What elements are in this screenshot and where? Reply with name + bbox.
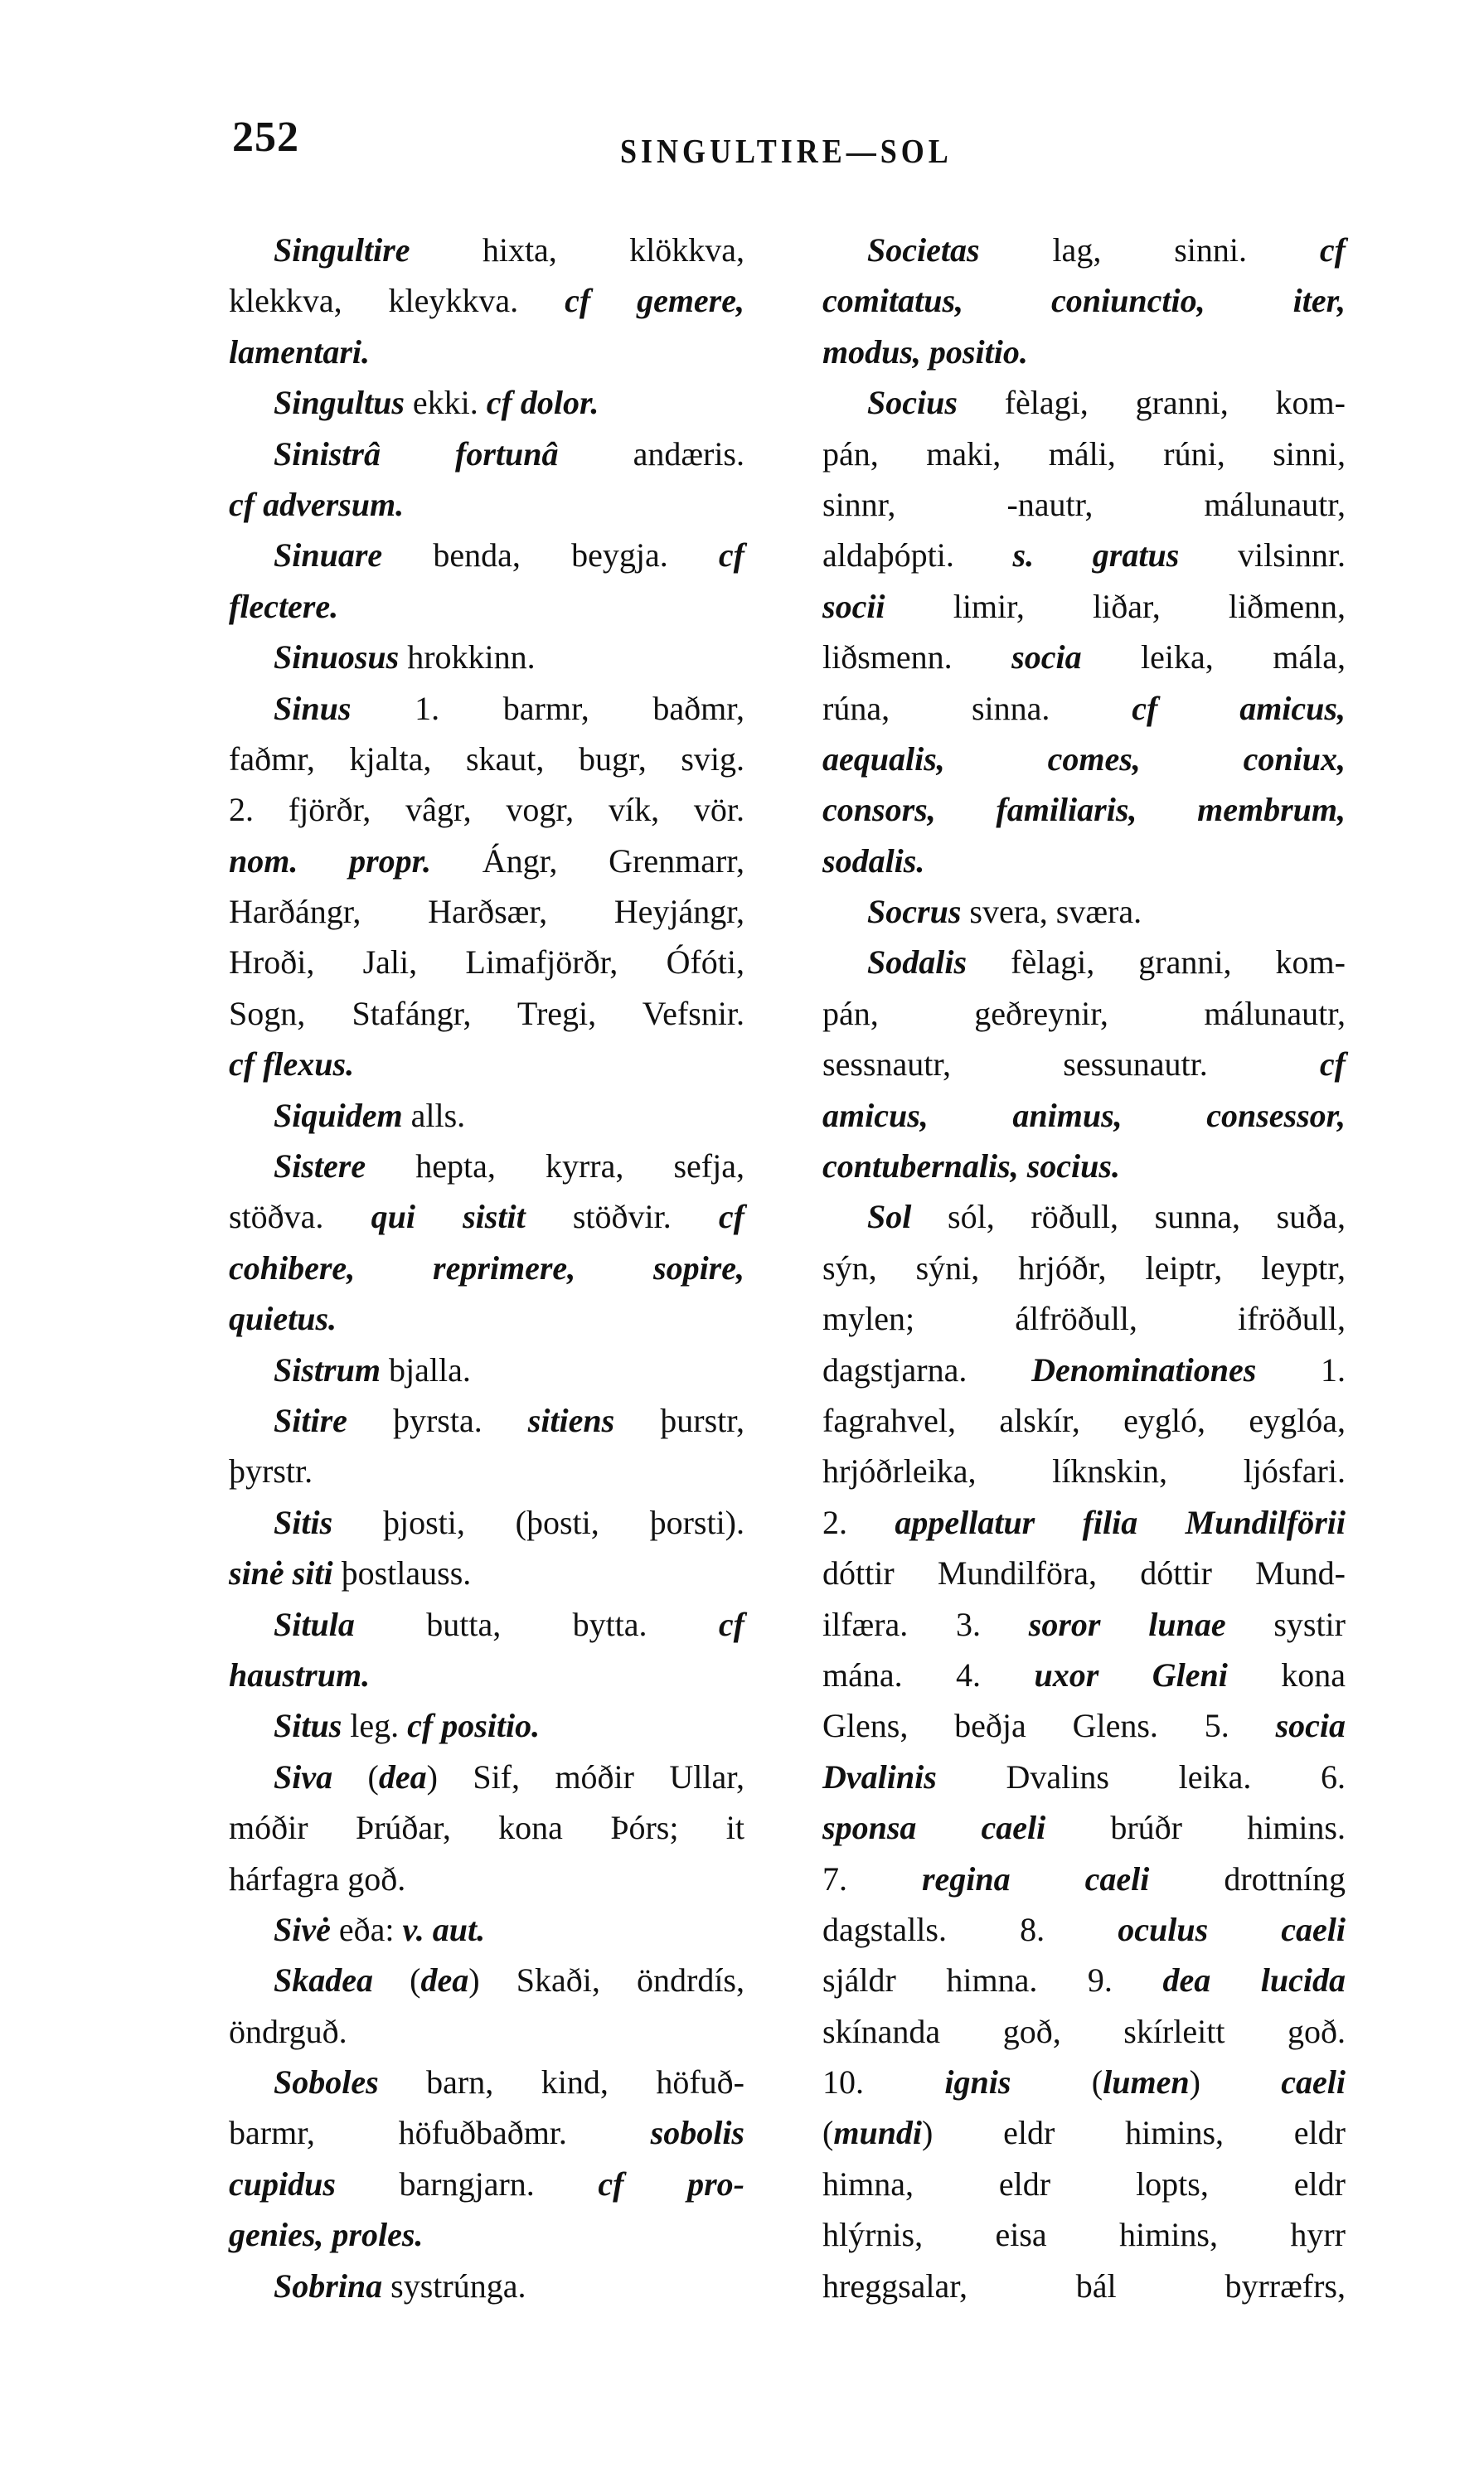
icelandic-text: andæris.: [558, 434, 744, 473]
latin-term: regina caeli: [921, 1859, 1150, 1898]
right-column: [822, 225, 1346, 2311]
latin-term: Sitis: [274, 1503, 333, 1541]
icelandic-text: fèlagi, granni, kom-: [957, 384, 1346, 422]
icelandic-text: ) Sif, móðir Ullar,: [426, 1757, 744, 1796]
dictionary-line: [822, 1090, 1346, 1141]
icelandic-text: rúna, sinna.: [822, 689, 1132, 727]
latin-term: cf: [1319, 1045, 1346, 1084]
dictionary-line: [229, 1752, 744, 1802]
latin-term: amicus, animus, consessor,: [822, 1096, 1346, 1134]
icelandic-text: fèlagi, granni, kom-: [967, 943, 1346, 982]
dictionary-line: [822, 1446, 1346, 1496]
icelandic-text: dagstjarna.: [822, 1350, 1032, 1389]
latin-term: Socius: [867, 384, 958, 422]
latin-term: cf adversum.: [229, 485, 405, 523]
dictionary-line: [229, 1141, 744, 1191]
icelandic-text: hixta, klökkva,: [410, 231, 744, 269]
latin-term: cf dolor.: [486, 384, 599, 422]
dictionary-line: [229, 2209, 744, 2260]
latin-term: cohibere, reprimere, sopire,: [229, 1248, 744, 1287]
dictionary-line: [822, 1395, 1346, 1446]
latin-term: sinė siti: [229, 1554, 333, 1593]
latin-term: cf amicus,: [1132, 689, 1346, 727]
icelandic-text: sessnautr, sessunautr.: [822, 1045, 1320, 1084]
latin-term: contubernalis, socius.: [822, 1147, 1120, 1185]
icelandic-text: hárfagra goð.: [229, 1859, 406, 1898]
dictionary-line: [822, 1293, 1346, 1344]
latin-term: socii: [822, 587, 885, 625]
dictionary-line: [822, 530, 1346, 580]
icelandic-text: stöðva.: [229, 1198, 371, 1236]
dictionary-line: [229, 2107, 744, 2158]
icelandic-text: leika, mála,: [1081, 638, 1346, 676]
dictionary-line: [229, 836, 744, 886]
dictionary-line: [822, 1191, 1346, 1242]
icelandic-text: 10.: [822, 2063, 945, 2102]
latin-term: flectere.: [229, 587, 339, 625]
icelandic-text: limir, liðar, liðmenn,: [885, 587, 1346, 625]
dictionary-line: [229, 937, 744, 987]
icelandic-text: Sogn, Stafángr, Tregi, Vefsnir.: [229, 994, 744, 1032]
icelandic-text: þurstr,: [614, 1401, 744, 1439]
latin-term: sponsa caeli: [822, 1809, 1046, 1847]
icelandic-text: stöðvir.: [525, 1198, 719, 1236]
icelandic-text: dóttir Mundilföra, dóttir Mund-: [822, 1554, 1346, 1593]
icelandic-text: þjosti, (þosti, þorsti).: [332, 1503, 744, 1541]
latin-term: modus, positio.: [822, 332, 1028, 371]
icelandic-text: ) eldr himins, eldr: [922, 2114, 1346, 2152]
latin-term: oculus caeli: [1118, 1910, 1346, 1948]
icelandic-text: barngjarn.: [335, 2165, 599, 2203]
latin-term: Sinus: [274, 689, 352, 727]
dictionary-line: [229, 2057, 744, 2107]
icelandic-text: 2. fjörðr, vâgr, vogr, vík, vör.: [229, 791, 744, 829]
latin-term: cf: [718, 1605, 744, 1643]
icelandic-text: pán, geðreynir, málunautr,: [822, 994, 1346, 1032]
dictionary-line: [822, 377, 1346, 428]
icelandic-text: ekki.: [404, 384, 487, 422]
icelandic-text: 1.: [1256, 1350, 1346, 1389]
icelandic-text: hepta, kyrra, sefja,: [366, 1147, 744, 1185]
dictionary-line: [822, 1650, 1346, 1700]
latin-term: lumen: [1103, 2063, 1190, 2102]
latin-term: qui sistit: [371, 1198, 526, 1236]
page-number: 252: [232, 114, 299, 161]
dictionary-line: [822, 632, 1346, 682]
icelandic-text: Hroði, Jali, Limafjörðr, Ófóti,: [229, 943, 744, 982]
dictionary-line: [229, 225, 744, 275]
dictionary-line: [229, 784, 744, 835]
latin-term: dea: [378, 1757, 427, 1796]
latin-term: cf flexus.: [229, 1045, 355, 1084]
icelandic-text: systir: [1225, 1605, 1346, 1643]
icelandic-text: (: [1011, 2063, 1103, 2102]
icelandic-text: mána. 4.: [822, 1656, 1035, 1694]
dictionary-line: [822, 1345, 1346, 1395]
icelandic-text: sinnr, -nautr, málunautr,: [822, 485, 1346, 523]
dictionary-line: [822, 2006, 1346, 2057]
dictionary-line: [822, 479, 1346, 530]
latin-term: quietus.: [229, 1300, 337, 1338]
latin-term: mundi: [833, 2114, 923, 2152]
dictionary-line: [229, 327, 744, 377]
icelandic-text: dagstalls. 8.: [822, 1910, 1118, 1948]
dictionary-line: [822, 1955, 1346, 2005]
dictionary-line: [822, 2209, 1346, 2260]
icelandic-text: Harðángr, Harðsær, Heyjángr,: [229, 893, 744, 931]
latin-term: Situla: [274, 1605, 355, 1643]
latin-term: Dvalinis: [822, 1757, 937, 1796]
dictionary-line: [229, 1395, 744, 1446]
dictionary-line: [229, 377, 744, 428]
latin-term: haustrum.: [229, 1656, 371, 1694]
dictionary-line: [822, 429, 1346, 479]
latin-term: Sinuosus: [274, 638, 400, 676]
latin-term: v. aut.: [402, 1910, 486, 1948]
latin-term: appellatur filia Mundilförii: [895, 1503, 1346, 1541]
dictionary-line: [229, 683, 744, 734]
dictionary-line: [229, 1293, 744, 1344]
dictionary-line: [229, 1243, 744, 1293]
dictionary-line: [229, 1039, 744, 1089]
dictionary-line: [822, 886, 1346, 937]
icelandic-text: brúðr himins.: [1045, 1809, 1346, 1847]
latin-term: Siva: [274, 1757, 333, 1796]
latin-term: Skadea: [274, 1961, 373, 2000]
dictionary-line: [822, 2057, 1346, 2107]
dictionary-line: [229, 275, 744, 326]
dictionary-line: [229, 1599, 744, 1650]
latin-term: socia: [1275, 1707, 1346, 1745]
dictionary-line: [822, 1548, 1346, 1598]
dictionary-line: [229, 1904, 744, 1955]
dictionary-line: [822, 225, 1346, 275]
latin-term: uxor Gleni: [1034, 1656, 1228, 1694]
left-column: [229, 225, 744, 2311]
dictionary-line: [229, 429, 744, 479]
icelandic-text: þyrsta.: [347, 1401, 528, 1439]
dictionary-line: [822, 581, 1346, 632]
icelandic-text: hrokkinn.: [399, 638, 536, 676]
icelandic-text: þostlauss.: [332, 1554, 472, 1593]
latin-term: nom. propr.: [229, 841, 432, 880]
dictionary-line: [822, 1039, 1346, 1089]
icelandic-text: 2.: [822, 1503, 895, 1541]
icelandic-text: bjalla.: [380, 1350, 471, 1389]
icelandic-text: alls.: [402, 1096, 466, 1134]
dictionary-line: [229, 632, 744, 682]
latin-term: cf: [718, 536, 744, 574]
icelandic-text: hrjóðrleika, líknskin, ljósfari.: [822, 1452, 1346, 1491]
dictionary-line: [229, 2261, 744, 2311]
icelandic-text: öndrguð.: [229, 2012, 347, 2050]
icelandic-text: sól, röðull, sunna, suða,: [911, 1198, 1346, 1236]
latin-term: sitiens: [527, 1401, 615, 1439]
dictionary-line: [229, 479, 744, 530]
dictionary-line: [229, 2159, 744, 2209]
latin-term: Societas: [867, 231, 980, 269]
icelandic-text: barmr, höfuðbaðmr.: [229, 2114, 651, 2152]
latin-term: cf gemere,: [565, 282, 745, 320]
latin-term: cupidus: [229, 2165, 336, 2203]
dictionary-line: [229, 1090, 744, 1141]
icelandic-text: (: [822, 2114, 834, 2152]
latin-term: socia: [1011, 638, 1082, 676]
icelandic-text: benda, beygja.: [382, 536, 719, 574]
latin-term: lamentari.: [229, 332, 371, 371]
dictionary-line: [822, 1497, 1346, 1548]
latin-term: Sinistrâ fortunâ: [274, 434, 559, 473]
latin-term: sodalis.: [822, 841, 925, 880]
dictionary-line: [229, 1446, 744, 1496]
latin-term: genies, proles.: [229, 2216, 424, 2254]
dictionary-line: [229, 1497, 744, 1548]
icelandic-text: 7.: [822, 1859, 922, 1898]
dictionary-line: [822, 1752, 1346, 1802]
latin-term: Sitire: [274, 1401, 347, 1439]
dictionary-line: [822, 327, 1346, 377]
dictionary-line: [822, 683, 1346, 734]
icelandic-text: (: [373, 1961, 421, 2000]
icelandic-text: kona: [1227, 1656, 1346, 1694]
dictionary-line: [822, 1904, 1346, 1955]
latin-term: consors, familiaris, membrum,: [822, 791, 1346, 829]
icelandic-text: ilfæra. 3.: [822, 1605, 1029, 1643]
icelandic-text: þyrstr.: [229, 1452, 313, 1491]
dictionary-line: [229, 1700, 744, 1751]
dictionary-line: [822, 1141, 1346, 1191]
latin-term: Situs: [274, 1707, 342, 1745]
latin-term: cf: [718, 1198, 744, 1236]
latin-term: Sodalis: [867, 943, 968, 982]
latin-term: dea lucida: [1162, 1961, 1346, 2000]
icelandic-text: hlýrnis, eisa himins, hyrr: [822, 2216, 1346, 2254]
icelandic-text: faðmr, kjalta, skaut, bugr, svig.: [229, 739, 744, 778]
dictionary-line: [229, 1548, 744, 1598]
icelandic-text: sjáldr himna. 9.: [822, 1961, 1163, 2000]
latin-term: Singultus: [274, 384, 405, 422]
latin-term: cf positio.: [407, 1707, 541, 1745]
dictionary-line: [822, 937, 1346, 987]
dictionary-line: [822, 1599, 1346, 1650]
latin-term: dea: [420, 1961, 469, 2000]
dictionary-line: [229, 1955, 744, 2005]
icelandic-text: 1. barmr, baðmr,: [351, 689, 744, 727]
icelandic-text: ): [1189, 2063, 1282, 2102]
dictionary-line: [822, 275, 1346, 326]
dictionary-line: [229, 988, 744, 1039]
dictionary-line: [822, 734, 1346, 784]
icelandic-text: Dvalins leika. 6.: [936, 1757, 1346, 1796]
icelandic-text: skínanda goð, skírleitt goð.: [822, 2012, 1346, 2050]
icelandic-text: pán, maki, máli, rúni, sinni,: [822, 434, 1346, 473]
latin-term: Socrus: [867, 893, 962, 931]
latin-term: Siquidem: [274, 1096, 403, 1134]
dictionary-line: [229, 1650, 744, 1700]
dictionary-line: [822, 836, 1346, 886]
icelandic-text: móðir Þrúðar, kona Þórs; it: [229, 1809, 744, 1847]
icelandic-text: (: [332, 1757, 379, 1796]
dictionary-line: [229, 1802, 744, 1853]
dictionary-line: [822, 1243, 1346, 1293]
icelandic-text: drottníng: [1149, 1859, 1346, 1898]
icelandic-text: ) Skaði, öndrdís,: [468, 1961, 744, 2000]
icelandic-text: butta, bytta.: [354, 1605, 719, 1643]
dictionary-line: [229, 734, 744, 784]
dictionary-line: [229, 530, 744, 580]
icelandic-text: Ángr, Grenmarr,: [431, 841, 744, 880]
latin-term: ignis: [944, 2063, 1011, 2102]
icelandic-text: svera, sværa.: [961, 893, 1142, 931]
latin-term: Sobrina: [274, 2266, 383, 2305]
dictionary-line: [229, 581, 744, 632]
dictionary-line: [822, 988, 1346, 1039]
dictionary-line: [229, 2006, 744, 2057]
latin-term: cf: [1319, 231, 1346, 269]
icelandic-text: systrúnga.: [382, 2266, 526, 2305]
dictionary-line: [822, 784, 1346, 835]
icelandic-text: himna, eldr lopts, eldr: [822, 2165, 1346, 2203]
icelandic-text: sýn, sýni, hrjóðr, leiptr, leyptr,: [822, 1248, 1346, 1287]
dictionary-line: [229, 1191, 744, 1242]
latin-term: cf pro-: [598, 2165, 744, 2203]
latin-term: Sistrum: [274, 1350, 381, 1389]
icelandic-text: klekkva, kleykkva.: [229, 282, 565, 320]
dictionary-line: [229, 886, 744, 937]
latin-term: Singultire: [274, 231, 410, 269]
latin-term: aequalis, comes, coniux,: [822, 739, 1346, 778]
latin-term: Sivė: [274, 1910, 331, 1948]
icelandic-text: barn, kind, höfuð-: [378, 2063, 744, 2102]
dictionary-line: [822, 1700, 1346, 1751]
latin-term: s. gratus: [1012, 536, 1180, 574]
dictionary-line: [822, 2159, 1346, 2209]
icelandic-text: lag, sinni.: [979, 231, 1320, 269]
latin-term: Sinuare: [274, 536, 383, 574]
dictionary-line: [822, 2261, 1346, 2311]
icelandic-text: Glens, beðja Glens. 5.: [822, 1707, 1276, 1745]
icelandic-text: aldaþópti.: [822, 536, 1013, 574]
latin-term: Sistere: [274, 1147, 366, 1185]
latin-term: soror lunae: [1028, 1605, 1226, 1643]
icelandic-text: mylen; álfröðull, ifröðull,: [822, 1300, 1346, 1338]
dictionary-line: [229, 1345, 744, 1395]
latin-term: sobolis: [650, 2114, 744, 2152]
dictionary-line: [822, 2107, 1346, 2158]
dictionary-line: [822, 1802, 1346, 1853]
icelandic-text: fagrahvel, alskír, eygló, eyglóa,: [822, 1401, 1346, 1439]
latin-term: caeli: [1281, 2063, 1346, 2102]
dictionary-line: [822, 1854, 1346, 1904]
running-title: SINGULTIRE—SOL: [620, 132, 953, 171]
icelandic-text: hreggsalar, bál byrræfrs,: [822, 2266, 1346, 2305]
icelandic-text: vilsinnr.: [1179, 536, 1346, 574]
icelandic-text: liðsmenn.: [822, 638, 1012, 676]
latin-term: Sol: [867, 1198, 912, 1236]
latin-term: Soboles: [274, 2063, 379, 2102]
icelandic-text: leg.: [342, 1707, 408, 1745]
latin-term: Denominationes: [1031, 1350, 1257, 1389]
icelandic-text: eða:: [330, 1910, 403, 1948]
dictionary-line: [229, 1854, 744, 1904]
latin-term: comitatus, coniunctio, iter,: [822, 282, 1346, 320]
